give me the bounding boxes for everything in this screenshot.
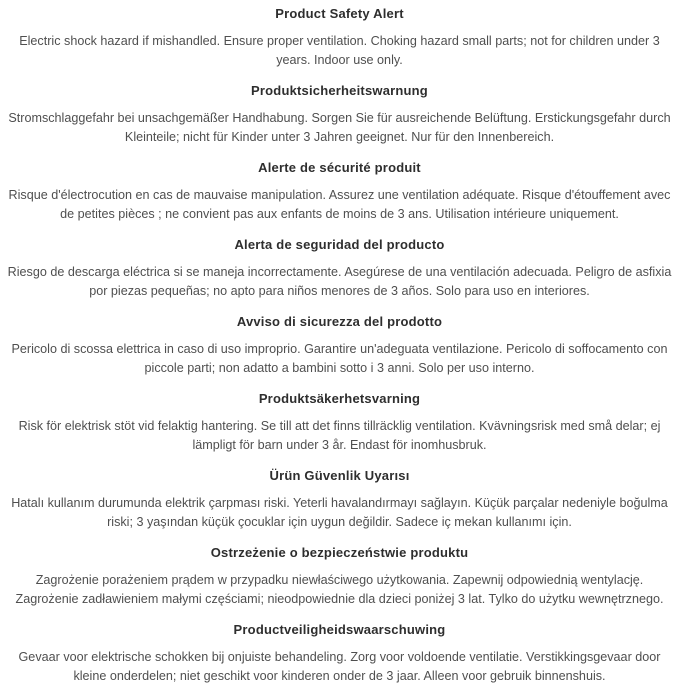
- alert-body-text: Risque d'électrocution en cas de mauvaise manipulation. Assurez une ventilation adéquate. Risque d'étouffement avec de petites pièces ; ne convient pas aux enfants de moins de 3 ans. Utilisation intérieure uniquement.: [8, 188, 671, 221]
- safety-alert-section-polish: [2, 543, 677, 609]
- alert-body-text: Hatalı kullanım durumunda elektrik çarpması riski. Yeterli havalandırmayı sağlayın. Küçük parçalar nedeniyle boğulma riski; 3 yaşından küçük çocuklar için uygun değildir. Sadece iç mekan kullanımı için.: [11, 496, 668, 529]
- alert-body-text: Zagrożenie porażeniem prądem w przypadku niewłaściwego użytkowania. Zapewnij odpowiednią wentylację. Zagrożenie zadławieniem małymi częściami; nieodpowiednie dla dzieci poniżej 3 lat. Tylko do użytku wewnętrznego.: [15, 573, 664, 606]
- safety-alert-section-german: [2, 81, 677, 147]
- alert-body-text: Stromschlaggefahr bei unsachgemäßer Handhabung. Sorgen Sie für ausreichende Belüftung. Erstickungsgefahr durch Kleinteile; nicht für Kinder unter 3 Jahren geeignet. Nur für den Innenbereich.: [8, 111, 671, 144]
- safety-alert-section-turkish: [2, 466, 677, 532]
- alert-heading: Product Safety Alert: [275, 6, 404, 21]
- alert-heading: Ürün Güvenlik Uyarısı: [269, 468, 410, 483]
- safety-alert-section-italian: [2, 312, 677, 378]
- alert-heading: Alerte de sécurité produit: [258, 160, 421, 175]
- alert-heading: Avviso di sicurezza del prodotto: [236, 314, 443, 329]
- alert-heading: Ostrzeżenie o bezpieczeństwie produktu: [210, 545, 469, 560]
- alert-body-text: Electric shock hazard if mishandled. Ensure proper ventilation. Choking hazard small parts; not for children under 3 years. Indoor use only.: [19, 34, 660, 67]
- safety-alert-section-spanish: [2, 235, 677, 301]
- safety-alert-section-swedish: [2, 389, 677, 455]
- alert-body-text: Risk för elektrisk stöt vid felaktig hantering. Se till att det finns tillräcklig ventilation. Kvävningsrisk med små delar; ej lämpligt för barn under 3 år. Endast för inomhusbruk.: [18, 419, 661, 452]
- alert-body-text: Gevaar voor elektrische schokken bij onjuiste behandeling. Zorg voor voldoende ventilatie. Verstikkingsgevaar door kleine onderdelen; niet geschikt voor kinderen onder de 3 jaar. Alleen voor gebruik binnenshuis.: [18, 650, 661, 683]
- alert-heading: Produktsäkerhetsvarning: [258, 391, 421, 406]
- safety-alert-section-dutch: [2, 620, 677, 686]
- alert-body-text: Pericolo di scossa elettrica in caso di uso improprio. Garantire un'adeguata ventilazione. Pericolo di soffocamento con piccole parti; non adatto a bambini sotto i 3 anni. Solo per uso interno.: [11, 342, 668, 375]
- alert-body-text: Riesgo de descarga eléctrica si se maneja incorrectamente. Asegúrese de una ventilación adecuada. Peligro de asfixia por piezas pequeñas; no apto para niños menores de 3 años. Solo para uso en interiores.: [7, 265, 672, 298]
- safety-alert-section-french: [2, 158, 677, 224]
- safety-alert-section-english: [2, 4, 677, 70]
- alert-heading: Alerta de seguridad del producto: [234, 237, 445, 252]
- alert-heading: Productveiligheidswaarschuwing: [233, 622, 446, 637]
- alert-heading: Produktsicherheitswarnung: [251, 83, 428, 98]
